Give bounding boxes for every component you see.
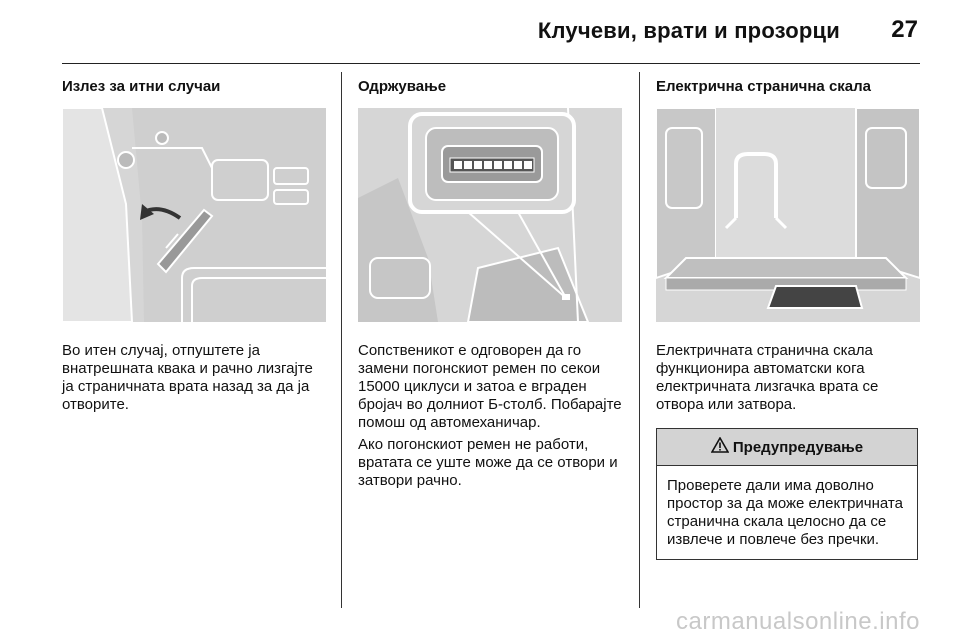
section-text: Електричната странична скала функционира автоматски кога електричната лизгачка врата се отвора или затвора. bbox=[656, 342, 879, 413]
page-title: Клучеви, врати и прозорци bbox=[537, 18, 840, 43]
section-heading: Одржување bbox=[358, 78, 447, 95]
column-divider-2 bbox=[639, 72, 640, 608]
counter-illustration bbox=[358, 108, 622, 322]
section-emergency-exit bbox=[62, 78, 326, 414]
warning-triangle-icon bbox=[711, 437, 729, 457]
warning-title: Предупредување bbox=[732, 438, 864, 456]
warning-box bbox=[656, 428, 918, 560]
section-text: Сопственикот е одговорен да го замени погонскиот ремен по секои 15000 циклуси и затоа е вграден бројач во долниот Б-столб. Побарајте помош од автомеханичар. bbox=[358, 342, 622, 431]
page-number: 27 bbox=[891, 16, 918, 43]
section-text: Во итен случај, отпуштете ја внатрешната квака и рачно лизгајте ја страничната врата назад за да ја отворите. bbox=[62, 342, 313, 413]
watermark: carmanualsonline.info bbox=[676, 608, 920, 635]
column-divider-1 bbox=[341, 72, 342, 608]
emergency-handle-illustration bbox=[62, 108, 326, 322]
warning-header bbox=[657, 429, 917, 466]
section-heading: Електрична странична скала bbox=[656, 78, 872, 95]
section-maintenance bbox=[358, 78, 622, 490]
section-heading: Излез за итни случаи bbox=[62, 78, 221, 95]
section-electric-step bbox=[656, 78, 920, 560]
section-text: Ако погонскиот ремен не работи, вратата се уште може да се отвори и затвори рачно. bbox=[358, 436, 618, 489]
warning-text: Проверете дали има доволно простор за да може електричната странична скала целосно да се извлече и повлече без пречки. bbox=[667, 477, 903, 548]
side-step-illustration bbox=[656, 108, 920, 322]
header-rule bbox=[62, 63, 920, 64]
